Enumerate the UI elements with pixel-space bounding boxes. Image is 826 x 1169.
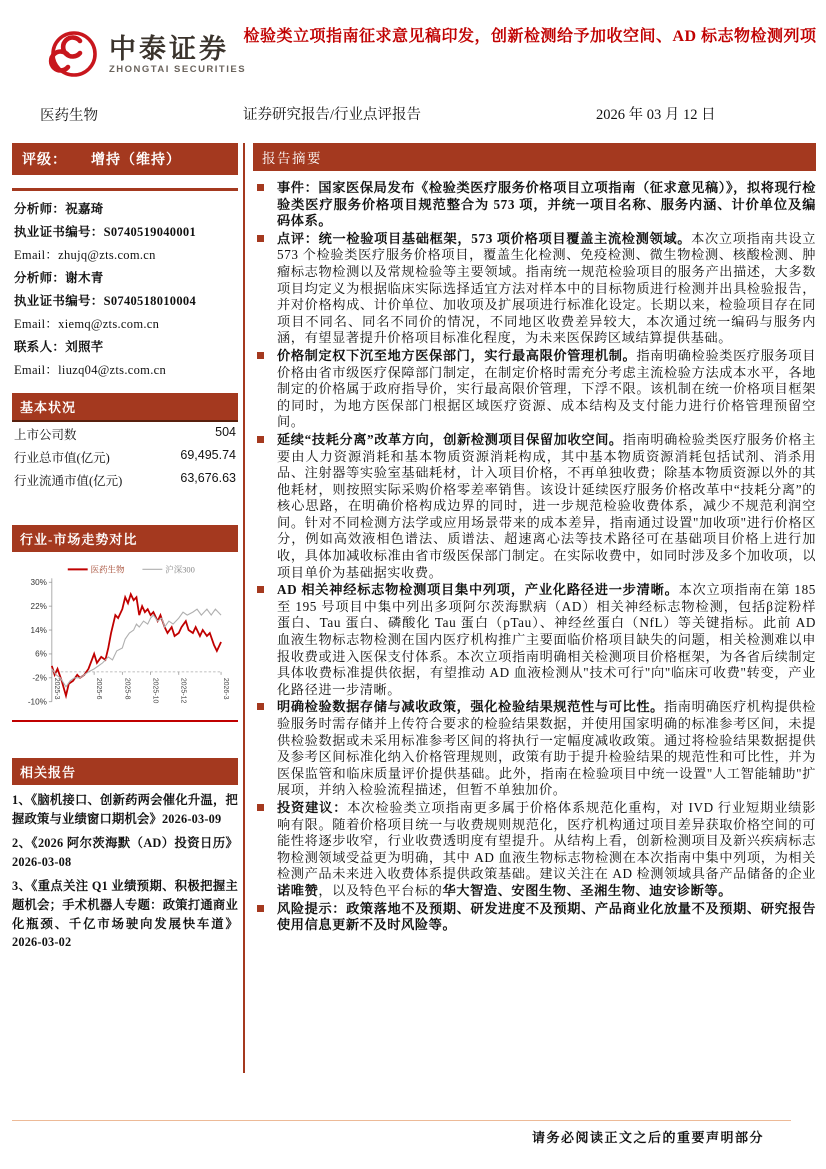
- stat-value: 69,495.74: [180, 448, 236, 462]
- basic-status-table: [12, 422, 238, 491]
- related-report-item: 2、《2026 阿尔茨海默（AD）投资日历》2026-03-08: [12, 836, 238, 869]
- related-reports-header: 相关报告: [12, 758, 238, 785]
- bullet-emphasis-text: 价格制定权下沉至地方医保部门，实行最高限价管理机制。: [277, 347, 637, 363]
- logo: [48, 28, 246, 80]
- analyst-info-line: 联系人：刘照芊: [14, 340, 104, 354]
- bullet-emphasis-text: AD 相关神经标志物检测项目集中列项，产业化路径进一步清晰。: [277, 582, 679, 598]
- svg-text:2025-8: 2025-8: [123, 677, 131, 700]
- analyst-email[interactable]: Email：liuzq04@zts.com.cn: [14, 363, 167, 377]
- analyst-block: [12, 203, 238, 377]
- bullet-body-text: 指南明确医疗机构提供检验服务时需存储并上传符合要求的检验结果数据，并使用国家明确的标准参考区间，未提供检验数据或未采用标准参考区间的将执行一定幅度减收政策。通过将检验结果数据提供及参考区间标准化纳入价格管理规则，政策有助于提升检验结果的规范性和可比性，并为医保监管和临床质量评价提供基础。此外，指南在检验项目中统一设置"人工智能辅助"扩展项，并纳入检验流程描述，但暂不单独加价。: [277, 699, 816, 798]
- bullet-square-icon: [257, 184, 264, 191]
- bullet-emphasis-text: 事件：国家医保局发布《检验类医疗服务价格项目立项指南（征求意见稿）》，拟将现行检验类医疗服务价格项目规范整合为 573 项，并统一项目名称、服务内涵、计价单位及编码体系。: [277, 180, 816, 229]
- basic-status-row: [12, 468, 238, 491]
- analyst-info-line: 执业证书编号：S0740519040001: [14, 225, 197, 239]
- svg-text:-10%: -10%: [27, 697, 47, 707]
- analyst-email[interactable]: Email：xiemq@zts.com.cn: [14, 317, 160, 331]
- report-type-label: 证券研究报告/行业点评报告: [243, 107, 422, 123]
- analyst-info-line: 分析师：谢木青: [14, 271, 104, 285]
- bullet-emphasis-text: 投资建议：: [277, 799, 348, 815]
- footer-rule: [12, 1120, 791, 1121]
- svg-text:6%: 6%: [35, 649, 47, 659]
- svg-text:30%: 30%: [30, 578, 47, 588]
- bullet-emphasis-text: 诺唯赞: [277, 882, 319, 898]
- summary-bullet: [253, 699, 816, 799]
- rating-label: 评级：: [22, 153, 67, 168]
- basic-status-row: [12, 422, 238, 445]
- summary-bullet: [253, 348, 816, 431]
- bullet-emphasis-text: 点评：统一检验项目基础框架，573 项价格项目覆盖主流检测领域。: [277, 230, 692, 246]
- bullet-body-text: 指南明确检验类医疗服务项目价格由省市级医疗保障部门制定，在制定价格时需充分考虑主流检验方法成本水平，各地制定的价格属于政府指导价，实行最高限价管理，下浮不限。该机制在统一价格项目框架的同时，为地方医保部门根据区域医疗资源、成本结构及支付能力进行价格管理预留空间。: [277, 347, 816, 430]
- analyst-email[interactable]: Email：zhujq@zts.com.cn: [14, 248, 156, 262]
- rating-banner: [12, 143, 238, 175]
- summary-header: 报告摘要: [253, 143, 816, 171]
- summary-bullet: [253, 231, 816, 347]
- bullet-body-text: 指南明确检验类医疗服务价格主要由人力资源消耗和基本物质资源消耗构成，其中基本物质资源消耗包括试剂、消杀用品、注射器等实验室基础耗材，计入项目价格，不再单独收费；除基本物质资源以外的其他耗材，则按照实际采购价格零差率销售。该设计延续医疗服务价格改革中“技耗分离”的核心思路，在明确价格构成边界的同时，进一步规范检验收费体系，减少不规范利润空间。针对不同检测方法学或应用场景带来的成本差异，指南通过设置"加收项"进行价格区分，例如高效液相色谱法、质谱法、超速离心法等技术路径可在基础项目价格上进行加收，具体加减收标准由省市级医保部门制定。在实际收费中，如同时涉及多个加收项，以项目单价为基础据实收费。: [277, 431, 816, 580]
- svg-text:2025-6: 2025-6: [95, 677, 103, 700]
- rating-value: 增持（维持）: [91, 153, 181, 168]
- bullet-square-icon: [257, 804, 264, 811]
- zhongtai-logo-icon: [48, 28, 100, 80]
- report-date: 2026 年 03 月 12 日: [596, 107, 716, 123]
- related-report-item: 3、《重点关注 Q1 业绩预期、积极把握主题机会；手术机器人专题：政策打通商业化瓶颈、千亿市场驶向发展快车道》2026-03-02: [12, 879, 238, 950]
- stat-value: 504: [215, 425, 236, 439]
- bullet-body-text: ，以及特色平台标的: [318, 882, 443, 898]
- bullet-square-icon: [257, 352, 264, 359]
- svg-text:-2%: -2%: [32, 673, 47, 683]
- bullet-body-text: 本次立项指南在第 185 至 195 号项目中集中列出多项阿尔茨海默病（AD）相关神经标志物检测，包括β淀粉样蛋白、Tau 蛋白、磷酸化 Tau 蛋白（pTau）、神经丝蛋白（NfL）等关键指标。此前 AD 血液生物标志物检测在国内医疗机构推广主要面临价格项目缺失的问题，相关检测难以申报收费或进入医保支付体系。本次立项指南明确相关检测项目价格框架，为各省后续制定具体收费标准提供依据，有望推动 AD 血液检测从"技术可行"向"临床可收费"转变，产业化路径进一步清晰。: [277, 582, 816, 697]
- divider-rule: [12, 188, 238, 191]
- footer-disclaimer: 请务必阅读正文之后的重要声明部分: [531, 1130, 764, 1145]
- sidebar: [12, 143, 238, 952]
- chart-underline-rule: [12, 720, 238, 722]
- basic-status-header: 基本状况: [12, 393, 238, 422]
- svg-text:2025-12: 2025-12: [179, 677, 187, 704]
- bullet-square-icon: [257, 235, 264, 242]
- bullet-square-icon: [257, 905, 264, 912]
- bullet-square-icon: [257, 703, 264, 710]
- svg-text:医药生物: 医药生物: [90, 564, 125, 575]
- svg-text:沪深300: 沪深300: [165, 564, 195, 575]
- market-chart-header: 行业-市场走势对比: [12, 525, 238, 552]
- svg-text:14%: 14%: [30, 625, 47, 635]
- bullet-body-text: 本次立项指南共设立 573 个检验类医疗服务价格项目，覆盖生化检测、免疫检测、微生物检测、核酸检测、肿瘤标志物检测以及常规检验等主要领域。指南统一规范检验项目的服务产出描述，大多数项目均定义为根据临床实际选择适宜方法对样本中的目标物质进行检测并出具检验报告，并对价格构成、计价单位、加收项及扩展项进行标准化设定。长期以来，检验项目存在同项目不同名、同名不同价的情况，不同地区收费差异较大，本次通过统一编码与服务内涵，有望显著提升价格项目标准化程度，为未来医保跨区域结算提供基础。: [277, 230, 816, 346]
- bullet-emphasis-text: 风险提示：政策落地不及预期、研发进度不及预期、产品商业化放量不及预期、研究报告使用信息更新不及时风险等。: [277, 900, 816, 933]
- market-trend-chart: [18, 560, 232, 718]
- summary-bullet: [253, 180, 816, 230]
- logo-en-text: ZHONGTAI SECURITIES: [109, 63, 247, 75]
- stat-value: 63,676.63: [180, 471, 236, 485]
- svg-text:2026-3: 2026-3: [222, 677, 230, 700]
- report-title: 检验类立项指南征求意见稿印发，创新检测给予加收空间、AD 标志物检测列项: [243, 28, 817, 45]
- industry-label: 医药生物: [40, 108, 98, 124]
- bullet-square-icon: [257, 436, 264, 443]
- bullet-emphasis-text: 明确检验数据存储与减收政策，强化检验结果规范性与可比性。: [277, 699, 664, 715]
- svg-text:2025-10: 2025-10: [151, 677, 159, 704]
- stat-label: 行业流通市值(亿元): [14, 474, 123, 488]
- bullet-body-text: 本次检验类立项指南更多属于价格体系规范化重构，对 IVD 行业短期业绩影响有限。随着价格项目统一与收费规则规范化，医疗机构通过项目差异获取价格空间的可能性将逐步收窄，行业收费透明度有望提升。从结构上看，创新检测项目及新兴疾病标志物检测领域受益更为明确，其中 AD 血液生物标志物检测在本次指南中集中列项，为相关检测产品未来进入收费体系提供政策基础。建议关注在 AD 检测领域具备产品储备的企业: [277, 799, 817, 882]
- bullet-emphasis-text: 华大智造、安图生物、圣湘生物、迪安诊断等。: [442, 882, 733, 898]
- related-reports-list: [12, 791, 238, 952]
- summary-bullet: [253, 901, 816, 934]
- logo-cn-text: 中泰证券: [109, 33, 229, 64]
- analyst-info-line: 执业证书编号：S0740518010004: [14, 294, 197, 308]
- summary-bullet: [253, 800, 816, 900]
- basic-status-row: [12, 445, 238, 468]
- stat-label: 上市公司数: [14, 428, 77, 442]
- analyst-info-line: 分析师：祝嘉琦: [14, 202, 104, 216]
- summary-bullet: [253, 582, 816, 698]
- summary-column: [243, 143, 816, 1073]
- svg-text:22%: 22%: [30, 601, 47, 611]
- summary-list: [253, 180, 816, 934]
- stat-label: 行业总市值(亿元): [14, 451, 110, 465]
- svg-text:2025-3: 2025-3: [52, 677, 60, 700]
- bullet-emphasis-text: 延续“技耗分离”改革方向，创新检测项目保留加收空间。: [277, 431, 623, 447]
- summary-bullet: [253, 432, 816, 581]
- related-report-item: 1、《脑机接口、创新药两会催化升温，把握政策与业绩窗口期机会》2026-03-09: [12, 793, 238, 826]
- bullet-square-icon: [257, 586, 264, 593]
